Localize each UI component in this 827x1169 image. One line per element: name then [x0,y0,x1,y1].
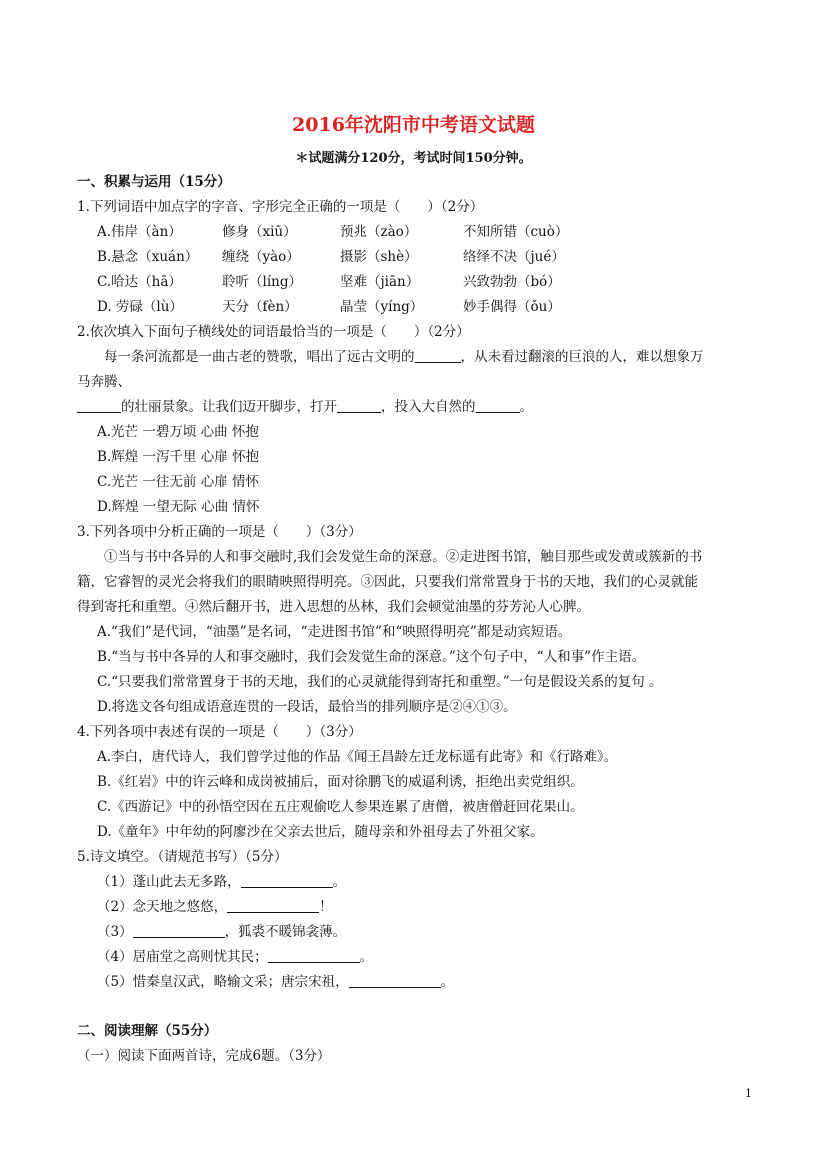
question-2-option-a: A.光芒 一碧万顷 心曲 怀抱 [97,424,259,440]
section-2-heading: 二、阅读理解（55分） [77,1023,218,1039]
question-3-option-c: C.“只要我们常常置身于书的天地，我们的心灵就能得到寄托和重塑。”一句是假设关系的复句 。 [97,674,663,690]
question-2-option-d: D.辉煌 一望无际 心曲 情怀 [97,499,260,515]
passage-text: ，投入大自然的 [381,399,476,415]
fill-blank[interactable] [268,948,360,963]
fill-blank[interactable] [476,398,520,413]
item-text: ！ [319,899,333,915]
item-text: 。 [332,874,347,890]
question-3-passage-line-1: ①当与书中各异的人和事交融时,我们会发觉生命的深意。②走进图书馆，触目那些或发黄或簇新的书 [104,549,703,565]
question-4-option-b: B.《红岩》中的许云峰和成岗被捕后，面对徐鹏飞的威逼利诱，拒绝出卖党组织。 [97,774,584,790]
fill-blank[interactable] [415,348,461,363]
question-4-stem: 4.下列各项中表述有误的一项是（ ）（3分） [77,724,362,740]
fill-blank[interactable] [133,923,225,938]
fill-blank[interactable] [349,973,441,988]
section-1-heading: 一、积累与运用（15分） [77,174,231,190]
question-2-passage-line-3 [77,398,533,416]
passage-text: 每一条河流都是一曲古老的赞歌，唱出了远古文明的 [104,349,415,365]
option-cell: 缠绕（yào） [222,249,300,265]
option-cell: 晶莹（yíng） [340,299,424,315]
question-2-passage-line-2: 马奔腾、 [77,374,131,390]
question-2-stem: 2.依次填入下面句子横线处的词语最恰当的一项是（ ）（2分） [77,324,470,340]
fill-blank[interactable] [241,873,333,888]
question-3-passage-line-3: 得到寄托和重塑。④然后翻开书，进入思想的丛林，我们会顿觉油墨的芬芳沁人心脾。 [77,599,590,615]
question-2-passage-line-1 [104,348,704,366]
part-1-intro: （一）阅读下面两首诗，完成6题。（3分） [77,1048,331,1064]
item-text: ，狐裘不暖锦衾薄。 [224,924,347,940]
question-2-option-c: C.光芒 一往无前 心扉 情怀 [97,474,260,490]
question-5-item-2 [97,898,333,916]
option-cell: 聆听（líng） [222,274,302,290]
question-3-option-a: A.“我们”是代词，“油墨”是名词，“走进图书馆”和“映照得明亮”都是动宾短语。 [97,624,572,640]
question-5-item-4 [97,948,373,966]
question-3-option-b: B.“当与书中各异的人和事交融时，我们会发觉生命的深意。”这个句子中，“人和事”作主语。 [97,649,646,665]
option-cell: 修身（xiū） [222,224,297,240]
option-cell: 不知所错（cuò） [463,224,569,240]
option-cell: D. 劳碌（lù） [97,299,183,315]
fill-blank[interactable] [77,398,121,413]
item-text: （3） [97,924,133,940]
question-4-option-a: A.李白，唐代诗人，我们曾学过他的作品《闻王昌龄左迁龙标遥有此寄》和《行路难》。 [97,749,618,765]
option-cell: 预兆（zào） [340,224,418,240]
option-cell: 天分（fèn） [222,299,298,315]
question-5-item-1 [97,873,346,891]
fill-blank[interactable] [227,898,319,913]
question-4-option-d: D.《童年》中年幼的阿廖沙在父亲去世后，随母亲和外祖母去了外祖父家。 [97,824,544,840]
option-cell: 络绎不决（jué） [463,249,565,265]
page-number: 1 [745,1087,752,1100]
option-cell: 兴致勃勃（bó） [463,274,561,290]
option-cell: A.伟岸（àn） [97,224,182,240]
item-text: （1）蓬山此去无多路， [97,874,241,890]
exam-note: ＊试题满分120分，考试时间150分钟。 [295,151,532,166]
question-4-option-c: C.《西游记》中的孙悟空因在五庄观偷吃人参果连累了唐僧，被唐僧赶回花果山。 [97,799,584,815]
question-3-passage-line-2: 籍，它睿智的灵光会将我们的眼睛映照得明亮。③因此，只要我们常常置身于书的天地，我们的心灵就能 [77,574,698,590]
question-1-stem: 1.下列词语中加点字的字音、字形完全正确的一项是（ ）（2分） [77,199,484,215]
passage-text: 。 [519,399,533,415]
question-3-option-d: D.将选文各句组成语意连贯的一段话，最恰当的排列顺序是②④①③。 [97,699,517,715]
page-title: 2016年沈阳市中考语文试题 [292,114,535,136]
question-2-option-b: B.辉煌 一泻千里 心扉 怀抱 [97,449,260,465]
option-cell: 坚难（jiān） [340,274,420,290]
question-5-item-3 [97,923,346,941]
option-cell: C.哈达（hā） [97,274,182,290]
question-3-stem: 3.下列各项中分析正确的一项是（ ）（3分） [77,524,362,540]
question-5-item-5 [97,973,454,991]
item-text: （5）惜秦皇汉武，略输文采；唐宗宋祖， [97,974,349,990]
option-cell: 妙手偶得（ǒu） [463,299,561,315]
item-text: 。 [440,974,455,990]
passage-text: 的壮丽景象。让我们迈开脚步，打开 [121,399,337,415]
option-cell: 摄影（shè） [340,249,418,265]
passage-text: ，从未看过翻滚的巨浪的人，难以想象万 [460,349,704,365]
option-cell: B.悬念（xuán） [97,249,199,265]
item-text: （4）居庙堂之高则忧其民； [97,949,268,965]
fill-blank[interactable] [337,398,381,413]
item-text: （2）念天地之悠悠， [97,899,228,915]
item-text: 。 [359,949,374,965]
question-5-stem: 5.诗文填空。（请规范书写）（5分） [77,849,288,865]
